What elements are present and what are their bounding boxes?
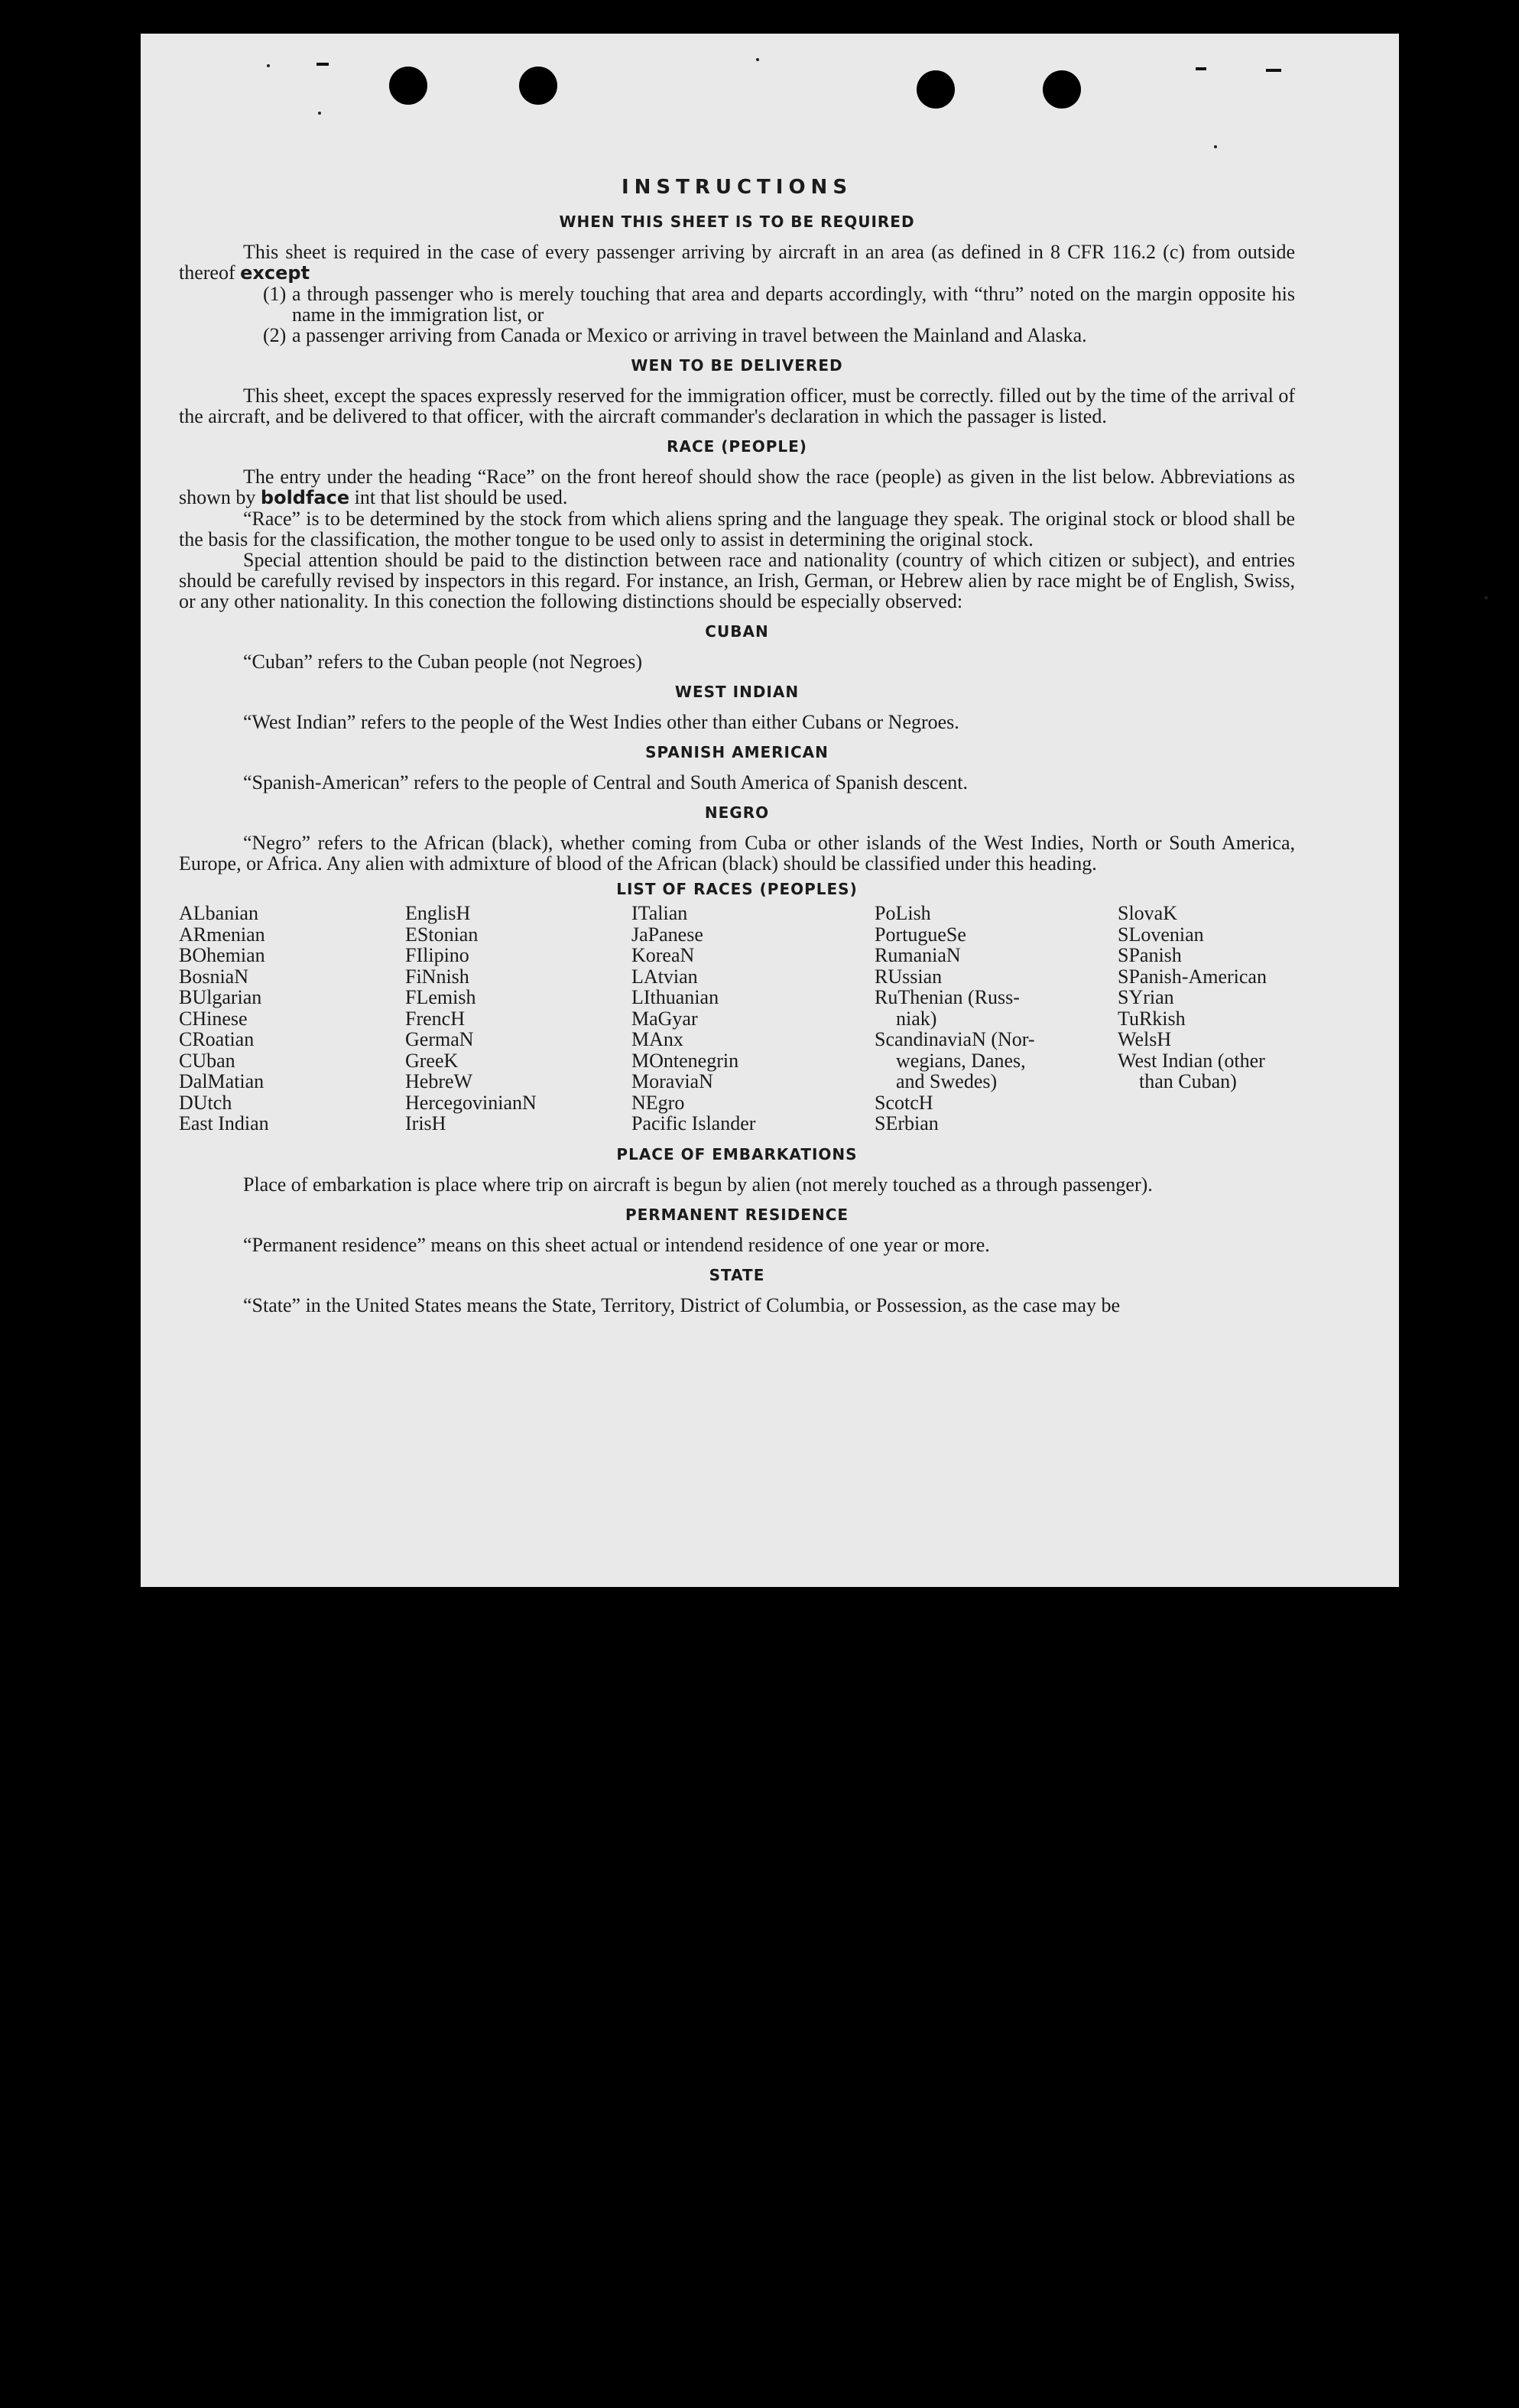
race-entry: ARmenian <box>179 923 265 946</box>
race-entry: niak) <box>896 1007 937 1030</box>
section-heading: LIST OF RACES (PEOPLES) <box>616 880 858 898</box>
section-heading: PLACE OF EMBARKATIONS <box>616 1144 858 1163</box>
race-entry: MaGyar <box>631 1007 698 1030</box>
race-entry: CHinese <box>179 1007 248 1030</box>
races-column <box>875 903 1118 1134</box>
section-heading: NEGRO <box>704 803 770 822</box>
race-entry: than Cuban) <box>1139 1070 1237 1092</box>
punch-hole <box>917 70 955 109</box>
race-entry: RumaniaN <box>875 944 961 966</box>
punch-hole <box>1043 70 1081 109</box>
race-entry: HercegovinianN <box>405 1091 537 1114</box>
scan-mark <box>1196 67 1206 70</box>
race-entry: FIlipino <box>405 944 469 966</box>
race-entry: BUlgarian <box>179 986 262 1008</box>
page-title: INSTRUCTIONS <box>621 176 853 199</box>
race-entry: and Swedes) <box>896 1070 998 1092</box>
paragraph: “Race” is to be determined by the stock from which aliens spring and the language they speak. The original stock or blood shall be the basis for the classification, the mother tongue to be used only to assist in determining the original stock. <box>179 508 1295 550</box>
race-entry: MOntenegrin <box>631 1049 739 1072</box>
scan-mark <box>1266 69 1281 72</box>
race-entry: ScandinaviaN (Nor- <box>875 1028 1035 1050</box>
race-entry: CRoatian <box>179 1028 255 1050</box>
race-entry: DUtch <box>179 1091 232 1114</box>
race-entry: PortugueSe <box>875 923 966 946</box>
scan-dot <box>1214 145 1217 148</box>
race-entry: IrisH <box>405 1112 446 1134</box>
race-entry: FLemish <box>405 986 476 1008</box>
race-entry: East Indian <box>179 1112 269 1134</box>
section-heading: WEST INDIAN <box>674 683 800 701</box>
race-entry: GermaN <box>405 1028 474 1050</box>
race-entry: CUban <box>179 1049 235 1072</box>
scan-dot <box>318 112 321 115</box>
race-entry: PoLish <box>875 902 931 924</box>
race-entry: BosniaN <box>179 965 248 988</box>
races-column <box>179 903 405 1134</box>
race-entry: FiNnish <box>405 965 469 988</box>
document-sheet <box>141 34 1399 1587</box>
punch-hole <box>519 67 557 105</box>
paragraph: The entry under the heading “Race” on the front hereof should show the race (people) as given in the list below. Abbreviations as shown by boldface int that list should be used. <box>179 466 1295 508</box>
race-entry: KoreaN <box>631 944 695 966</box>
race-entry: NEgro <box>631 1091 685 1114</box>
race-entry: ScotcH <box>875 1091 933 1114</box>
race-entry: SLovenian <box>1118 923 1204 946</box>
section-heading: RACE (PEOPLE) <box>667 437 807 456</box>
list-item: (2) a passenger arriving from Canada or Mexico or arriving in travel between the Mainland and Alaska. <box>263 324 1087 346</box>
paragraph: “Permanent residence” means on this sheet actual or intendend residence of one year or more. <box>243 1233 990 1256</box>
section-heading: SPANISH AMERICAN <box>645 743 829 761</box>
race-entry: JaPanese <box>631 923 703 946</box>
race-entry: ITalian <box>631 902 688 924</box>
paragraph: “Cuban” refers to the Cuban people (not Negroes) <box>243 651 642 673</box>
paragraph: This sheet, except the spaces expressly reserved for the immigration officer, must be correctly. filled out by the time of the arrival of the aircraft, and be delivered to that officer, with the aircraft commander's declaration in which the passager is listed. <box>179 385 1295 427</box>
races-column <box>405 903 631 1134</box>
race-entry: FrencH <box>405 1007 465 1030</box>
section-heading: CUBAN <box>705 622 769 641</box>
scan-dot <box>756 58 759 61</box>
race-entry: HebreW <box>405 1070 473 1092</box>
paragraph: Special attention should be paid to the distinction between race and nationality (country of which citizen or subject), and entries should be carefully revised by inspectors in this regard. For instance, an Irish, German, or Hebrew alien by race might be of English, Swiss, or any other nationality. In this conection the following distinctions should be especially observed: <box>179 549 1295 612</box>
list-item: (1) a through passenger who is merely touching that area and departs accordingly, with “thru” noted on the margin opposite his name in the immigration list, or <box>263 283 1295 326</box>
race-entry: GreeK <box>405 1049 459 1072</box>
race-entry: MAnx <box>631 1028 683 1050</box>
race-entry: Pacific Islander <box>631 1112 756 1134</box>
race-entry: SPanish <box>1118 944 1182 966</box>
section-heading: WHEN THIS SHEET IS TO BE REQUIRED <box>559 213 915 231</box>
paragraph: Place of embarkation is place where trip on aircraft is begun by alien (not merely touched as a through passenger). <box>243 1173 1153 1196</box>
paragraph: This sheet is required in the case of every passenger arriving by aircraft in an area (as defined in 8 CFR 116.2 (c) from outside thereof except <box>179 241 1295 284</box>
race-entry: EnglisH <box>405 902 471 924</box>
race-entry: SlovaK <box>1118 902 1177 924</box>
race-entry: MoraviaN <box>631 1070 713 1092</box>
section-heading: PERMANENT RESIDENCE <box>625 1205 849 1224</box>
races-column <box>631 903 875 1134</box>
race-entry: BOhemian <box>179 944 265 966</box>
paragraph: “Negro” refers to the African (black), whether coming from Cuba or other islands of the West Indies, North or South America, Europe, or Africa. Any alien with admixture of blood of the African (black) should be classified under this heading. <box>179 832 1295 875</box>
race-entry: WelsH <box>1118 1028 1172 1050</box>
race-entry: SErbian <box>875 1112 939 1134</box>
race-entry: LIthuanian <box>631 986 719 1008</box>
race-entry: TuRkish <box>1118 1007 1186 1030</box>
races-list <box>179 903 1295 1134</box>
scan-mark <box>316 63 329 66</box>
scan-dot <box>1485 596 1488 599</box>
race-entry: SPanish-American <box>1118 965 1267 988</box>
punch-hole <box>389 67 427 105</box>
race-entry: RUssian <box>875 965 943 988</box>
race-entry: wegians, Danes, <box>896 1049 1026 1072</box>
race-entry: LAtvian <box>631 965 698 988</box>
race-entry: EStonian <box>405 923 479 946</box>
race-entry: RuThenian (Russ- <box>875 986 1020 1008</box>
race-entry: West Indian (other <box>1118 1049 1265 1072</box>
race-entry: SYrian <box>1118 986 1174 1008</box>
scan-dot <box>267 64 270 67</box>
races-column <box>1118 903 1267 1134</box>
section-heading: WEN TO BE DELIVERED <box>631 356 843 375</box>
race-entry: ALbanian <box>179 902 258 924</box>
paragraph: “State” in the United States means the State, Territory, District of Columbia, or Possession, as the case may be <box>243 1293 1120 1316</box>
race-entry: DalMatian <box>179 1070 265 1092</box>
section-heading: STATE <box>709 1265 765 1284</box>
paragraph: “West Indian” refers to the people of the West Indies other than either Cubans or Negroes. <box>243 711 959 733</box>
paragraph: “Spanish-American” refers to the people of Central and South America of Spanish descent. <box>243 771 968 793</box>
